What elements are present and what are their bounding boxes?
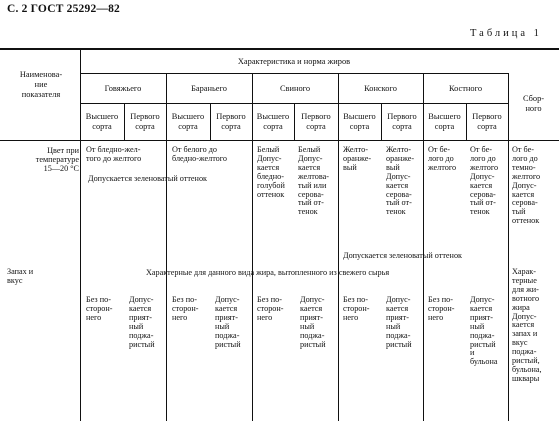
grade-first-header: Первого сорта — [130, 112, 160, 131]
fat-mutton-header: Бараньего — [191, 84, 227, 93]
table-caption: Таблица 1 — [470, 28, 542, 39]
header-bottom-rule — [0, 140, 559, 141]
grade-first-header: Первого сорта — [387, 112, 417, 131]
cell-mutton-first-smell: Допус- кается прият- ный поджа- ристый — [215, 295, 241, 349]
group-header-rule — [80, 73, 508, 74]
characteristics-header: Характеристика и норма жиров — [237, 57, 351, 66]
row-label-color: Цвет при температуре 15—20 °С — [35, 146, 79, 173]
cell-green-tint-note: Допускается зеленоватый оттенок — [88, 174, 208, 183]
grade-first-header: Первого сорта — [301, 112, 331, 131]
grade-high-header: Высшего сорта — [256, 112, 290, 131]
cell-beef-high-smell: Без по- сторон- него — [86, 295, 113, 322]
cell-bone-high-smell: Без по- сторон- него — [428, 295, 455, 322]
grade-high-header: Высшего сорта — [85, 112, 119, 131]
cell-beef-first-smell: Допус- кается прият- ный поджа- ристый — [129, 295, 155, 349]
grade-high-header: Высшего сорта — [171, 112, 205, 131]
cell-horse-first-color: Желто- оранже- вый Допус- кается серова- тый от- тенок — [386, 145, 415, 217]
col-divider — [80, 48, 81, 421]
cell-mixed-smell: Харак- терные для жи- вотного жира Допус- кается запах и вкус поджа- ристый, бульона, шквары — [512, 267, 542, 383]
grade-high-header: Высшего сорта — [428, 112, 461, 131]
cell-mutton-color: От белого до бледно-желтого — [172, 145, 228, 163]
cell-pork-first-color: Белый Допус- кается желтова- тый или серова- тый от- тенок — [298, 145, 329, 217]
cell-bone-first-smell: Допус- кается прият- ный поджа- ристый и бульона — [470, 295, 498, 367]
fat-pork-header: Свиного — [279, 84, 311, 93]
cell-green-tint-note-2: Допускается зеленоватый оттенок — [343, 251, 463, 260]
cell-mixed-color: От бе- лого до темно- желтого Допус- кается серова- тый оттенок — [512, 145, 541, 226]
cell-horse-high-smell: Без по- сторон- него — [343, 295, 370, 322]
cell-bone-high-color: От бе- лого до желтого — [428, 145, 457, 172]
cell-pork-high-smell: Без по- сторон- него — [257, 295, 284, 322]
cell-beef-color: От бледно-жел- того до желтого — [86, 145, 142, 163]
indicator-name-header: Наименова- ние показателя — [19, 70, 63, 99]
grade-first-header: Первого сорта — [216, 112, 246, 131]
grade-first-header: Первого сорта — [472, 112, 502, 131]
cell-pork-first-smell: Допус- кается прият- ный поджа- ристый — [300, 295, 326, 349]
cell-mutton-high-smell: Без по- сторон- него — [172, 295, 199, 322]
page-header-standard: С. 2 ГОСТ 25292—82 — [7, 3, 120, 15]
fat-beef-header: Говяжьего — [104, 84, 142, 93]
cell-smell-common: Характерные для данного вида жира, вытопленного из свежего сырья — [146, 268, 390, 277]
table-top-rule — [0, 48, 559, 50]
fat-mixed-header: Сбор- ного — [522, 94, 545, 113]
col-divider — [508, 73, 509, 421]
cell-horse-first-smell: Допус- кается прият- ный поджа- ристый — [386, 295, 412, 349]
row-label-smell-taste: Запах и вкус — [7, 267, 34, 285]
fat-horse-header: Конского — [364, 84, 397, 93]
cell-bone-first-color: От бе- лого до желтого Допус- кается серова- тый от- тенок — [470, 145, 499, 217]
fat-bone-header: Костного — [448, 84, 483, 93]
cell-horse-high-color: Желто- оранже- вый — [343, 145, 372, 172]
grade-high-header: Высшего сорта — [343, 112, 376, 131]
cell-pork-high-color: Белый Допус- кается бледно- голубой оттенок — [257, 145, 285, 199]
